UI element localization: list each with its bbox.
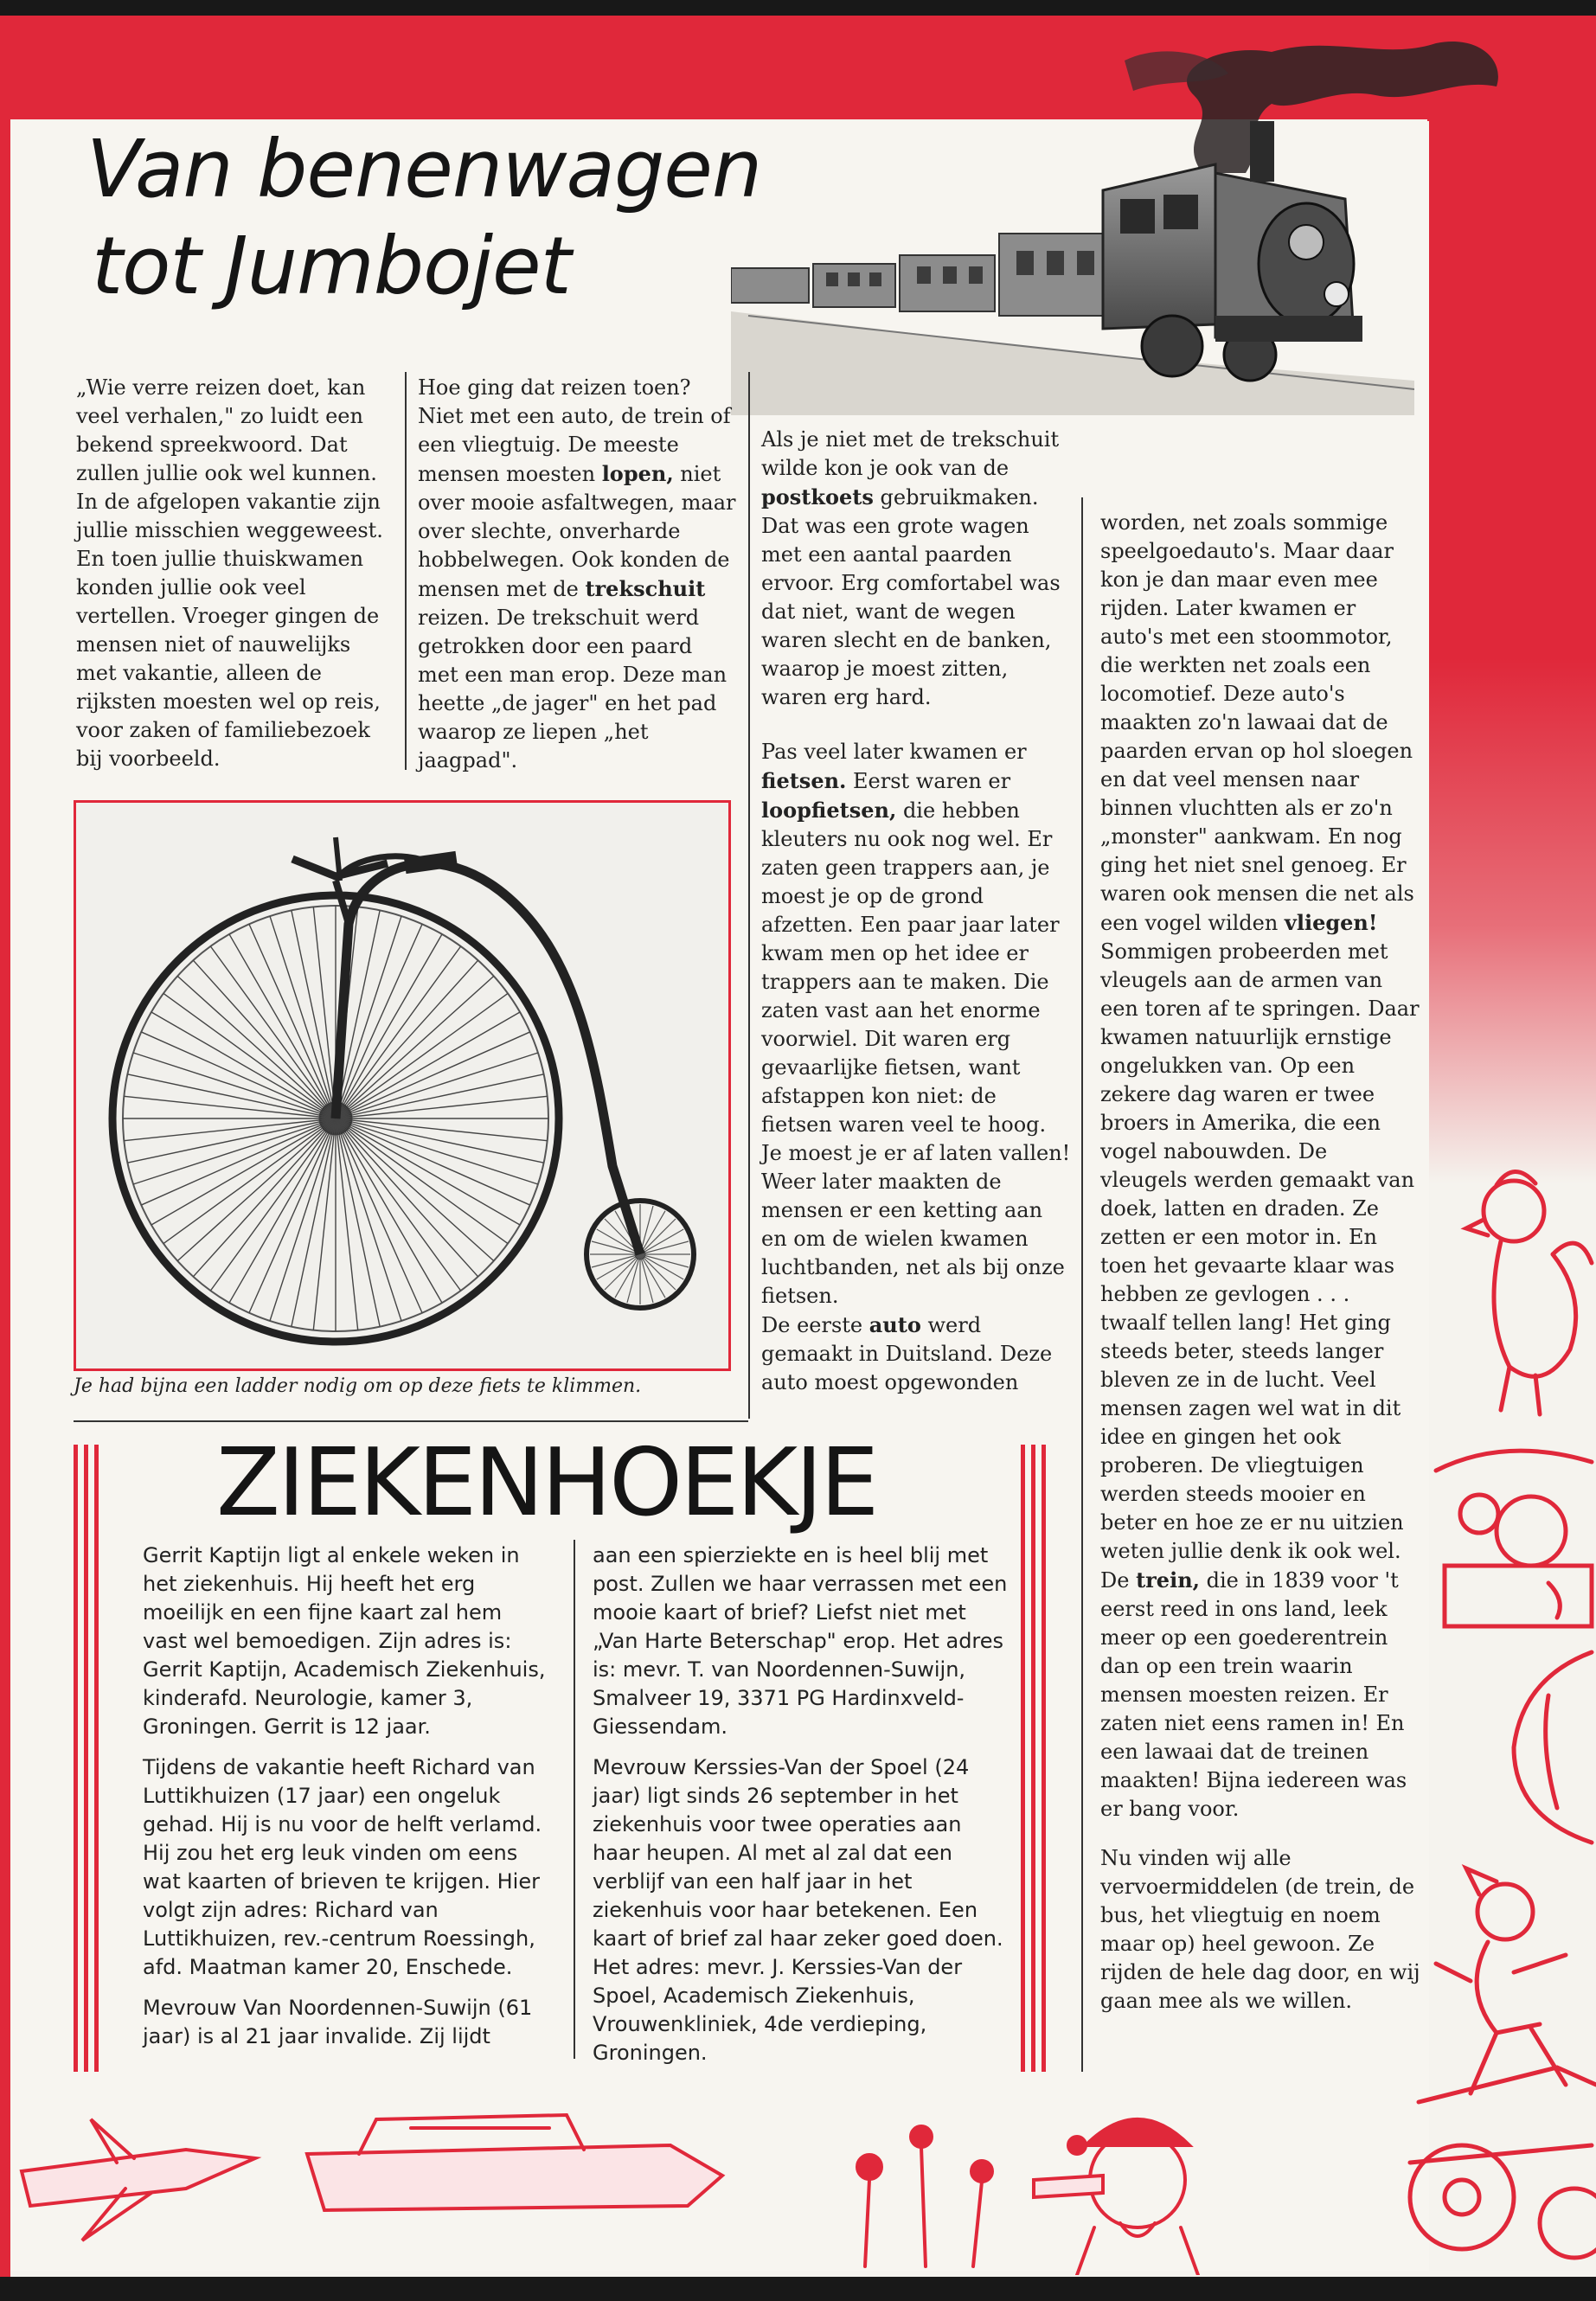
zk-column-rule: [574, 1540, 575, 2059]
wheel-spoke: [336, 1032, 530, 1118]
bottom-vehicles-illustration: [13, 2076, 1423, 2275]
wheel-spoke: [640, 1254, 653, 1303]
wheel-spoke: [141, 1118, 336, 1205]
title-line-1: Van benenwagen: [87, 123, 762, 215]
wheel-spoke: [249, 1118, 336, 1313]
zk-right-bar-c: [1042, 1445, 1046, 2072]
wheel-cartoon-icon: [1419, 1644, 1596, 1851]
steam-train-illustration: [731, 95, 1414, 415]
rooster-cartoon-icon: [1432, 1159, 1596, 1419]
travel-past-paragraph: Hoe ging dat reizen toen? Niet met een auto, de trein of een vliegtuig. De meeste mensen moesten lopen, niet over mooie asfaltwegen, maar over slechte, onverharde hobbelwegen. Ook konden de mensen met de trekschuit reizen. De trekschuit werd getrokken door een paard met een man erop. Deze man heette „de jager" en het pad waarop ze liepen „het jaagpad".: [418, 375, 736, 772]
zk-right-bar-a: [1021, 1445, 1025, 2072]
zk-left-bar-b: [84, 1445, 88, 2072]
top-scan-edge: [0, 0, 1596, 16]
closing-paragraph: Nu vinden wij alle vervoermiddelen (de trein, de bus, het vliegtuig en noem maar op) heel gewoon. Ze rijden de hele dag door, en wij gaan mee als we willen.: [1100, 1846, 1420, 2013]
zk-gerrit-paragraph: Gerrit Kaptijn ligt al enkele weken in het ziekenhuis. Hij heeft het erg moeilijk en een fijne kaart zal hem vast wel bemoedigen. Zijn adres is: Gerrit Kaptijn, Academisch Ziekenhuis, kinderafd. Neurologie, kamer 3, Groningen. Gerrit is 12 jaar.: [143, 1543, 546, 1739]
wheel-spoke: [141, 1032, 336, 1118]
zk-left-bar-c: [94, 1445, 99, 2072]
red-right-band: [1427, 16, 1596, 1183]
wheel-spoke: [336, 1118, 530, 1205]
caption-divider: [74, 1420, 748, 1422]
ziekenhoekje-right-column: [593, 1541, 1008, 2080]
vintage-car-cartoon-icon: [1401, 2050, 1596, 2275]
zk-kerssies-paragraph: Mevrouw Kerssies-Van der Spoel (24 jaar) ligt sinds 26 september in het ziekenhuis voor twee operaties aan haar heupen. Al met al zal dat een verblijf van een half jaar in het ziekenhuis voor haar betekenen. Een kaart of brief zal haar zeker goed doen. Het adres: mevr. J. Kerssies-Van der Spoel, Academisch Ziekenhuis, Vrouwenkliniek, 4de verdieping, Groningen.: [593, 1755, 1003, 2065]
zk-richard-paragraph: Tijdens de vakantie heeft Richard van Luttikhuizen (17 jaar) een ongeluk gehad. Hij is nu voor de helft verlamd. Hij zou het erg leuk vinden om eens wat kaarten of brieven te krijgen. Hier volgt zijn adres: Richard van Luttikhuizen, rev.-centrum Roessingh, afd. Maatman kamer 20, Enschede.: [143, 1755, 542, 1979]
auto-paragraph: De eerste auto werd gemaakt in Duitsland. Deze auto moest opgewonden: [761, 1312, 1053, 1394]
photo-caption: Je had bijna een ladder nodig om op deze fiets te klimmen.: [74, 1375, 642, 1397]
driver-cartoon-icon: [1427, 1436, 1596, 1635]
penny-farthing-illustration: [76, 803, 728, 1368]
ziekenhoekje-left-column: [143, 1541, 549, 2063]
postkoets-paragraph: Als je niet met de trekschuit wilde kon je ook van de postkoets gebruikmaken. Dat was een grote wagen met een aantal paarden ervoor. Erg comfortabel was dat niet, want de wegen waren slecht en de banken, waarop je moest zitten, waren erg hard.: [761, 427, 1061, 709]
zk-right-bar-b: [1031, 1445, 1035, 2072]
wheel-spoke: [640, 1254, 689, 1267]
zk-noordennen-paragraph: Mevrouw Van Noordennen-Suwijn (61 jaar) is al 21 jaar invalide. Zij lijdt: [143, 1996, 533, 2048]
zk-left-bar-a: [74, 1445, 78, 2072]
wheel-spoke: [627, 1254, 640, 1303]
column-rule-3: [1081, 497, 1083, 2072]
article-column-1: [76, 374, 389, 773]
article-column-4: [1100, 509, 1420, 2016]
zk-noordennen-continued: aan een spierziekte en is heel blij met post. Zullen we haar verrassen met een mooie kaart of brief? Liefst niet met „Van Harte Beterschap" erop. Het adres is: mevr. T. van Noordennen-Suwijn, Smalveer 19, 3371 PG Hardinxveld-Giessendam.: [593, 1543, 1008, 1739]
title-line-2: tot Jumbojet: [92, 220, 571, 312]
intro-paragraph: „Wie verre reizen doet, kan veel verhalen," zo luidt een bekend spreekwoord. Dat zullen jullie ook wel kunnen. In de afgelopen vakantie zijn jullie misschien weggeweest. En toen jullie thuiskwamen konden jullie ook veel vertellen. Vroeger gingen de mensen niet of nauwelijks met vakantie, alleen de rijksten moesten wel op reis, voor zaken of familiebezoek bij voorbeeld.: [76, 375, 383, 771]
wheel-spoke: [249, 924, 336, 1118]
wheel-spoke: [336, 1118, 422, 1313]
column-rule-2: [748, 372, 750, 1419]
article-column-3: [761, 426, 1073, 1397]
penny-farthing-photo: [74, 800, 731, 1371]
ziekenhoekje-title: ZIEKENHOEKJE: [216, 1429, 877, 1537]
wheel-spoke: [640, 1241, 689, 1254]
vliegen-paragraph: worden, net zoals sommige speelgoedauto's. Maar daar kon je dan maar even mee rijden. Later kwamen er auto's met een stoommotor, die werkten net zoals een locomotief. Deze auto's maakten zo'n lawaai dat de paarden ervan op hol sloegen en dat veel mensen naar binnen vluchtten als er zo'n „monster" aankwam. En nog ging het niet snel genoeg. Er waren ook mensen die net als een vogel wilden vliegen! Sommigen probeerden met vleugels aan de armen van een toren af te springen. Daar kwamen natuurlijk ernstige ongelukken van. Op een zekere dag waren er twee broers in Amerika, die een vogel nabouwden. De vleugels werden gemaakt van doek, latten en draden. Ze zetten er een motor in. En toen het gevaarte klaar was hebben ze gevlogen . . . twaalf tellen lang! Het ging steeds beter, steeds langer bleven ze in de lucht. Veel mensen zagen wel wat in dit idee en gingen het ook proberen. De vliegtuigen werden steeds mooier en beter en hoe ze er nu uitzien weten jullie denk ik ook wel. De trein, die in 1839 voor 't eerst reed in ons land, leek meer op een goederentrein dan op een trein waarin mensen moesten reizen. Er zaten niet eens ramen in! En een lawaai dat de treinen maakten! Bijna iedereen was er bang voor.: [1100, 510, 1420, 1821]
wheel-spoke: [592, 1254, 640, 1267]
bottom-scan-edge: [0, 2277, 1596, 2301]
column-rule-1: [405, 372, 407, 770]
fietsen-paragraph: Pas veel later kwamen er fietsen. Eerst waren er loopfietsen, die hebben kleuters nu ook nog wel. Er zaten geen trappers aan, je moest je op de grond afzetten. Een paar jaar later kwam men op het idee er trappers aan te maken. Die zaten vast aan het enorme voorwiel. Dit waren erg gevaarlijke fietsen, want afstappen kon niet: de fietsen waren veel te hoog. Je moest je er af laten vallen! Weer later maakten de mensen er een ketting aan en om de wielen kwamen luchtbanden, net als bij onze fietsen.: [761, 740, 1071, 1308]
red-left-edge: [0, 16, 10, 2282]
article-column-2: [418, 374, 738, 775]
